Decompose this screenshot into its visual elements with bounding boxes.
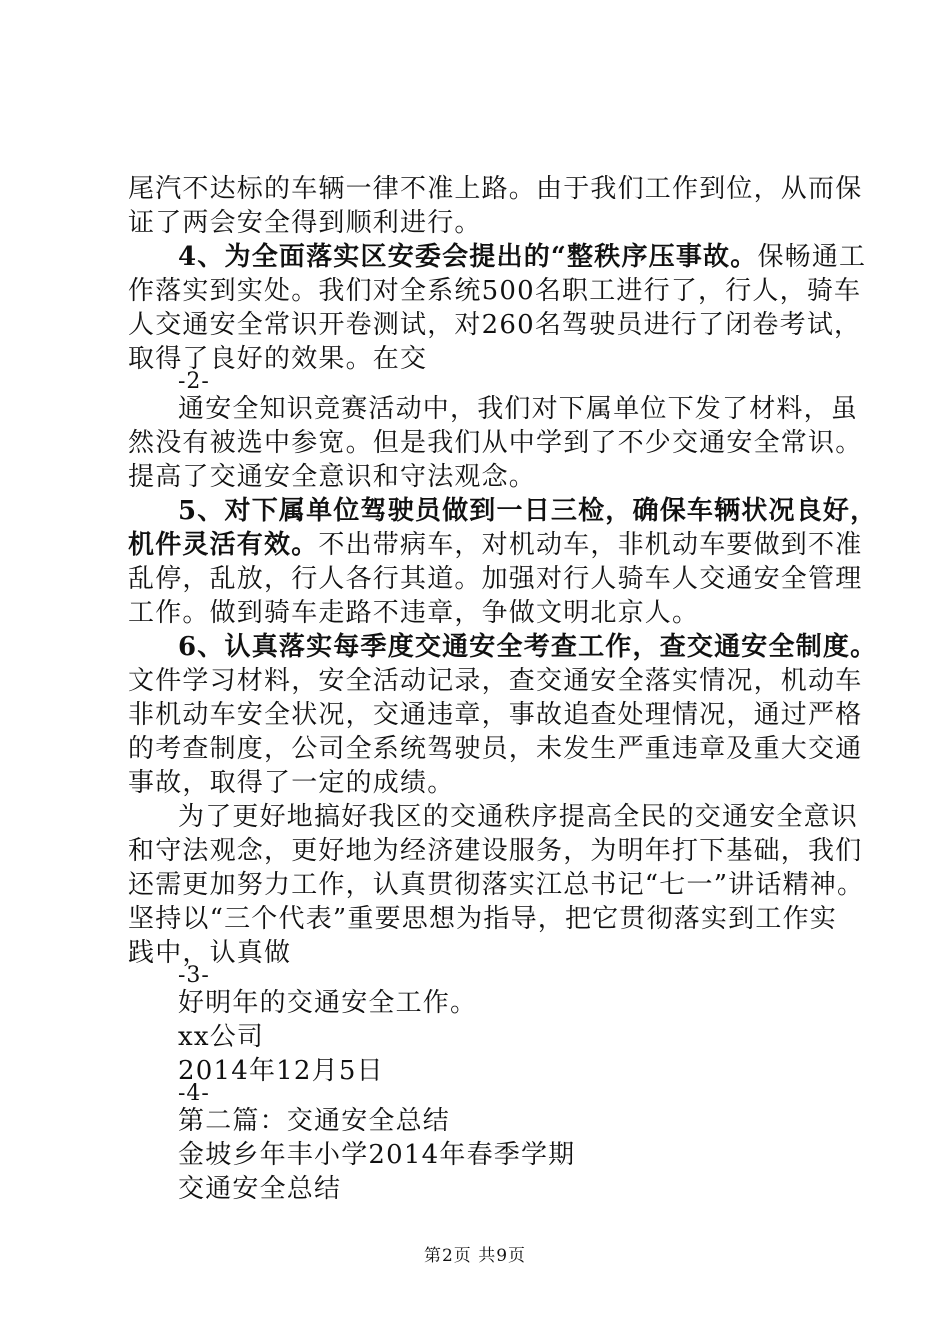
page-footer: 第2页 共9页 [423,1246,527,1266]
text-line: 的考查制度，公司全系统驾驶员，未发生严重违章及重大交通 [128,734,863,764]
text-line [178,240,888,274]
text-line: 人交通安全常识开卷测试，对260名驾驶员进行了闭卷考试， [128,310,862,340]
text-line: 为了更好地搞好我区的交通秩序提高全民的交通安全意识 [178,802,859,832]
page-marker: -3- [178,963,210,988]
date-line: 2014年12月5日 [178,1056,384,1086]
text-span: 不出带病车，对机动车，非机动车要做到不准 [318,530,863,560]
bold-heading: 4、为全面落实区安委会提出的“整秩序压事故。 [178,242,758,272]
bold-heading: 机件灵活有效。 [128,530,319,560]
page-marker: -2- [178,369,210,394]
text-line: 证了两会安全得到顺利进行。 [128,208,482,238]
text-line: 乱停，乱放，行人各行其道。加强对行人骑车人交通安全管理 [128,564,863,594]
text-line: 提高了交通安全意识和守法观念。 [128,462,537,492]
text-span: 保畅通工 [757,242,867,272]
bold-heading: 5、对下属单位驾驶员做到一日三检，确保车辆状况良好， [178,496,878,526]
text-line: 工作。做到骑车走路不违章，争做文明北京人。 [128,598,700,628]
page-marker: -4- [178,1081,210,1106]
text-line: 文件学习材料，安全活动记录，查交通安全落实情况，机动车 [128,666,863,696]
text-line: 非机动车安全状况，交通违章，事故追查处理情况，通过严格 [128,700,863,730]
text-line: 通安全知识竞赛活动中，我们对下属单位下发了材料，虽 [178,394,859,424]
text-line: 作落实到实处。我们对全系统500名职工进行了，行人，骑车 [128,276,862,306]
bold-heading: 6、认真落实每季度交通安全考查工作，查交通安全制度。 [178,632,878,662]
section-subtitle: 金坡乡年丰小学2014年春季学期 [178,1140,576,1170]
text-line: 还需更加努力工作，认真贯彻落实江总书记“七一”讲话精神。 [128,870,865,900]
text-line: 坚持以“三个代表”重要思想为指导，把它贯彻落实到工作实 [128,904,837,934]
section-title: 第二篇：交通安全总结 [178,1106,451,1136]
text-line: 取得了良好的效果。在交 [128,344,428,374]
text-line: 好明年的交通安全工作。 [178,988,478,1018]
text-line [128,528,863,562]
text-line: 尾汽不达标的车辆一律不准上路。由于我们工作到位，从而保 [128,174,863,204]
text-line: 践中，认真做 [128,938,292,968]
text-line: 事故，取得了一定的成绩。 [128,768,455,798]
text-line: 然没有被选中参宽。但是我们从中学到了不少交通安全常识。 [128,428,863,458]
text-line: 和守法观念，更好地为经济建设服务，为明年打下基础，我们 [128,836,863,866]
company-name: xx公司 [178,1022,265,1052]
section-subtitle: 交通安全总结 [178,1174,342,1204]
